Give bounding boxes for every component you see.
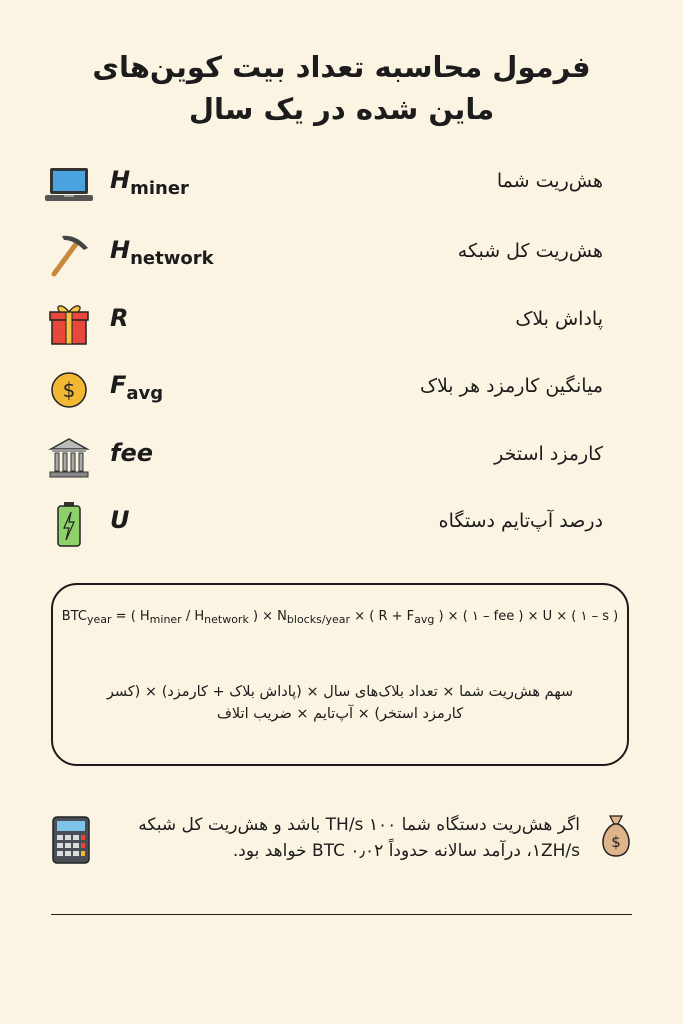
svg-text:$: $ (62, 378, 76, 402)
gift-icon (44, 298, 94, 348)
variable-row-favg (0, 365, 683, 415)
formula-equation: $BTC_{year}$ = ( $H_{miner} / H_{network}$ ) × $N_{blocks/year}$ × ( $R + F_{avg}$ ) × ( ۱ – fee ) × U × ( ۱ – s ) (61, 609, 619, 626)
formula-persian: سهم هش‌ریت شما × تعداد بلاک‌های سال × (پاداش بلاک + کارمزد) × (کسر کارمزد استخر) × آپ‌تایم × ضریب اتلاف (106, 684, 574, 722)
pickaxe-icon (44, 230, 94, 280)
symbol-hminer: $H_{miner}$ (110, 166, 189, 199)
desc-hminer: هش‌ریت شما (496, 170, 603, 192)
variable-row-u (0, 500, 683, 550)
bottom-divider (51, 914, 632, 915)
coin-icon (44, 365, 94, 415)
title-line-1: فرمول محاسبه تعداد بیت کوین‌های (92, 50, 591, 84)
bank-icon (44, 433, 94, 483)
variable-row-hnetwork (0, 230, 683, 280)
symbol-hnetwork: $H_{network}$ (110, 236, 214, 269)
desc-hnetwork: هش‌ریت کل شبکه (457, 240, 603, 262)
page-title (40, 46, 643, 130)
variable-row-hminer (0, 160, 683, 210)
laptop-icon (44, 160, 94, 210)
variable-row-r (0, 298, 683, 348)
desc-u: درصد آپ‌تایم دستگاه (438, 510, 603, 532)
example-section (0, 808, 683, 878)
svg-text:$: $ (611, 833, 621, 851)
money-bag-icon (596, 812, 636, 860)
variable-row-fee (0, 433, 683, 483)
desc-r: پاداش بلاک (515, 308, 603, 330)
symbol-r: R (110, 304, 129, 332)
formula-box (51, 583, 629, 766)
battery-icon (44, 500, 94, 550)
symbol-fee: fee (110, 439, 153, 467)
symbol-favg: $F_{avg}$ (110, 371, 164, 404)
title-line-2: ماین شده در یک سال (188, 92, 495, 126)
calculator-icon (52, 816, 90, 864)
desc-fee: کارمزد استخر (494, 443, 603, 465)
symbol-u: U (110, 506, 130, 534)
example-text: اگر هش‌ریت دستگاه شما ۱۰۰ TH/s باشد و هش‌ریت کل شبکه ۱ZH/s، درآمد سالانه حدوداً ۰٫۰۲ BTC خواهد بود. (138, 815, 580, 861)
desc-favg: میانگین کارمزد هر بلاک (419, 375, 603, 397)
